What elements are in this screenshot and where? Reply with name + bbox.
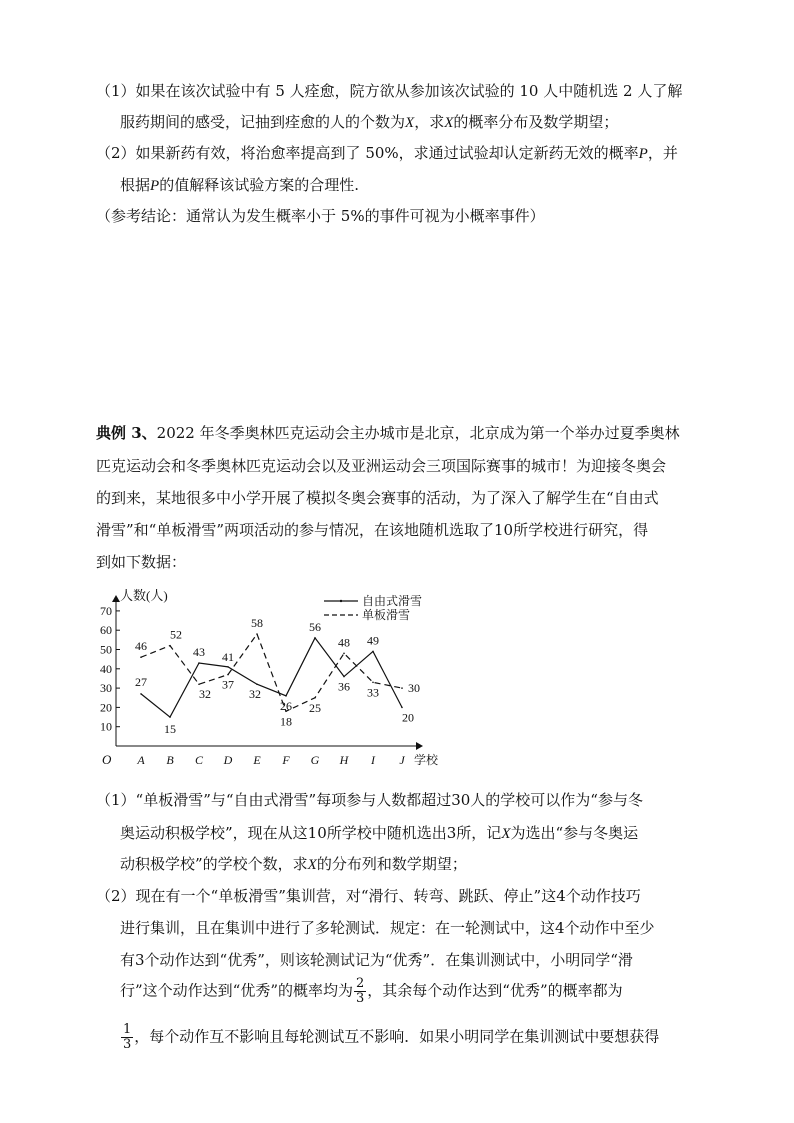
data-point [401,687,403,689]
data-label: 25 [309,700,321,715]
data-label: 37 [222,677,234,692]
data-label: 41 [222,649,234,664]
x-axis-label: 学校 [414,753,439,767]
origin-label: O [102,752,112,767]
x-tick-label-D: D [223,753,233,767]
data-label: 20 [402,710,414,725]
data-point [343,676,345,678]
example3-line3: 的到来，某地很多中小学开展了模拟冬奥会赛事的活动，为了深入了解学生在“自由式 [96,489,659,507]
x-tick-label-E: E [253,753,261,767]
example3-line2: 匹克运动会和冬季奥林匹克运动会以及亚洲运动会三项国际赛事的城市！为迎接冬奥会 [96,457,667,475]
var-p: P [150,178,160,194]
data-label: 48 [338,635,350,650]
data-label: 32 [249,687,261,702]
var-x: X [444,115,454,131]
var-p: P [638,146,648,162]
q-part1-line1: （1）“单板滑雪”与“自由式滑雪”每项参与人数都超过30人的学校可以作为“参与冬 [96,791,643,809]
data-label: 49 [367,633,379,648]
q-part1-line2: 奥运动积极学校”，现在从这10所学校中随机选出3所，记X为选出“参与冬奥运 [120,824,639,842]
x-tick-label-F: F [282,753,290,767]
fraction-one-third: $\frac{1}{3}$ [123,1022,132,1052]
var-x: X [307,857,317,873]
data-label: 26 [280,698,292,713]
data-point [256,683,258,685]
y-tick-label: 50 [100,642,112,657]
x-tick-label-H: H [339,753,349,767]
q-part2-line4: 行”这个动作达到“优秀”的概率均为 $\frac{2}{3}$ ，其余每个动作达到“优秀”的概率都为 [120,976,623,1006]
data-point [314,697,316,699]
line-chart [92,588,452,778]
data-point [256,633,258,635]
q2-line2: 根据P的值解释该试验方案的合理性. [120,176,359,194]
data-label: 15 [164,722,176,737]
data-label: 58 [251,616,263,631]
x-tick-label-C: C [194,753,204,767]
data-point [227,666,229,668]
data-point [140,693,142,695]
data-point [227,674,229,676]
legend-label: 单板滑雪 [362,608,411,622]
data-point [372,651,374,653]
q-part2-line2: 进行集训，且在集训中进行了多轮测试．规定：在一轮测试中，这4个动作中至少 [120,919,655,937]
data-label: 32 [199,687,211,702]
data-label: 52 [170,627,182,642]
x-tick-label-A: A [137,753,145,767]
y-tick-label: 70 [100,603,112,618]
reference-note: （参考结论：通常认为发生概率小于 5%的事件可视为小概率事件） [96,207,545,225]
q2-line1: （2）如果新药有效，将治愈率提高到了 50%，求通过试验却认定新药无效的概率P，并 [96,144,678,162]
x-tick-label-I: I [371,753,375,767]
data-label: 46 [135,639,147,654]
y-tick-label: 40 [100,661,112,676]
data-point [140,656,142,658]
data-point [401,707,403,709]
var-x: X [405,115,415,131]
legend-marker [340,600,342,602]
y-tick-label: 10 [100,719,112,734]
data-label: 43 [193,645,205,660]
series-line-freestyle [141,638,402,717]
example-label: 典例 3、 [96,424,157,442]
q-part2-line5: $\frac{1}{3}$ ，每个动作互不影响且每轮测试互不影响．如果小明同学在集训测试中要想获得 [123,1022,660,1052]
data-label: 36 [338,679,350,694]
example3-line5: 到如下数据： [96,553,187,571]
x-tick-label-J: J [399,753,405,767]
q1-line1: （1）如果在该次试验中有 5 人痊愈，院方欲从参加该次试验的 10 人中随机选 2 人了解 [96,82,683,100]
x-tick-label-B: B [166,753,174,767]
data-label: 30 [408,681,420,696]
data-point [169,645,171,647]
data-point [169,716,171,718]
y-tick-label: 20 [100,700,112,715]
x-tick-label-G: G [310,753,320,767]
data-label: 18 [280,714,292,729]
data-point [372,682,374,684]
data-label: 56 [309,619,321,634]
q-part1-line3: 动积极学校”的学校个数，求X的分布列和数学期望； [120,855,467,873]
data-point [314,637,316,639]
example3-line4: 滑雪”和“单板滑雪”两项活动的参与情况，在该地随机选取了10所学校进行研究，得 [96,521,649,539]
y-axis-label: 人数(人) [120,588,168,603]
data-label: 27 [135,674,147,689]
q1-line2: 服药期间的感受，记抽到痊愈的人的个数为X，求X的概率分布及数学期望； [120,113,619,131]
y-tick-label: 60 [100,623,112,638]
example3-line1: 典例 3、2022 年冬季奥林匹克运动会主办城市是北京，北京成为第一个举办过夏季奥林 [96,424,680,442]
q-part2-line1: （2）现在有一个“单板滑雪”集训营，对“滑行、转弯、跳跃、停止”这4个动作技巧 [96,887,641,905]
var-x: X [501,826,511,842]
data-point [343,653,345,655]
legend-label: 自由式滑雪 [362,594,423,608]
data-point [198,662,200,664]
q-part2-line3: 有3个动作达到“优秀”，则该轮测试记为“优秀”．在集训测试中，小明同学“滑 [120,951,633,969]
data-point [198,683,200,685]
fraction-two-thirds: $\frac{2}{3}$ [356,976,365,1006]
data-label: 33 [367,685,379,700]
data-point [285,695,287,697]
series-line-snowboard [141,634,402,711]
y-tick-label: 30 [100,681,112,696]
